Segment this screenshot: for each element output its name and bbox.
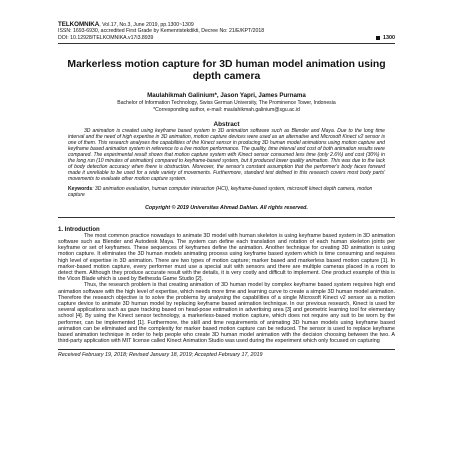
journal-name: TELKOMNIKA [58,21,100,28]
keywords-line [68,187,385,199]
header-rule [58,43,395,44]
abstract-heading: Abstract [213,121,240,129]
issn-line: ISSN: 1693-6930, accredited First Grade by Kemenristekdikti, Decree No: 21/E/KPT/2018 [58,28,265,35]
journal-header [58,22,395,41]
copyright-notice: Copyright © 2019 Universitas Ahmad Dahlan. All rights reserved. [145,204,308,211]
paper-title: Markerless motion capture for 3D human model animation using depth camera [67,58,386,83]
abstract-block [68,129,385,210]
corresponding-author: *Corresponding author, e-mail: maulahikmah.galinium@sgu.ac.id [153,107,300,114]
abstract-rule [58,217,395,218]
received-dates: Received February 19, 2018; Revised January 18, 2019; Accepted February 17, 2019 [58,352,263,359]
page-number-group [376,35,395,41]
abstract-text: 3D animation is created using keyframe based system in 3D animation software such as Blender and Maya. Due to the long time interval and the need of high expertise in 3D animation, motion capture devices were used as an alternative and Microsoft Kinect v2 sensor is one of them. This research analyses the capabilities of the Kinect sensor in producing 3D human model animations using motion capture and keyframe based animation system in reference to a live motion performance. The quality, time interval and cost of both animation results were compared. The experimental result shows that motion capture system with Kinect sensor consumed less time (only 2.6%) and cost (30%) in the long run (10 minutes of animation) compared to keyframe-based system, but it produced lower quality animation. This was due to the lack of body detection accuracy when there is obstruction. Moreover, the sensor's constant assumption that the performer's body faces forward made it unreliable to be used for a wide variety of movements. Furthermore, standard test defined in this research covers most body parts' movements to evaluate other motion capture system. [68,128,385,182]
body-paragraph: Thus, the research problem is that creating animation of 3D human model by complex keyframe based system requires high end animation software with the high level of expertise, which needs more time and learning curve to create a simple 3D human model animation. Therefore the research objective is to solve the problems by analysing the capabilities of a single Microsoft Kinect v2 sensor as a motion capture device to animate 3D human model by replacing keyframe based animation technique. In our previous research, Kinect is used for several applications such as gaze tracking based on head-pose estimation in advertising area [3] and geometric learning tool for elementary school [4]. By using the Kinect sensor technology, a markerless-based motion capture, which does not require any suit to be worn by the performer, can be implemented [1]. Furthermore, the skill and time requirements of animating 3D human models using keyframe based animation can be eliminated and the complexity for marker based motion capture can be reduced. The sensor is used to replace keyframe based animation technique in order to help people who create 3D human model animation with the decision choosing between the two. A third-party application with MIT license called Kinect Animation Studio was used during the experiment which only focused on capturing [58,282,395,345]
paper-page [58,22,395,358]
section-heading: 1. Introduction [58,226,100,233]
keywords-text: : 3D animation evaluation, human computer interaction (HCI), keyframe-based system, microsoft kinect depth camera, motion capture [68,185,373,198]
volume-info: , Vol.17, No.3, June 2019, pp.1300~1309 [99,22,194,28]
doi-line: DOI: 10.12928/TELKOMNIKA.v17i3.8939 [58,34,154,41]
footer-rule [58,349,395,350]
page-number: 1300 [383,34,395,41]
author-list: Maulahikmah Galinium*, Jason Yapri, James Purnama [147,91,306,99]
doi-row [58,35,395,41]
square-bullet-icon [376,36,380,40]
affiliation: Bachelor of Information Technology, Swiss German University, The Prominence Tower, Indonesia [117,99,336,106]
body-paragraph: The most common practice nowadays to animate 3D model with human skeleton is using keyframe based system in 3D animation software such as Blender and Autodesk Maya. The system can define each translation and rotation of each human skeleton joints per keyframe or set of keyframes. These sequences of keyframes define the animation. Another technique for creating 3D animation is using motion capture. It eliminates the 3D human models animating process using keyframe based system which is time consuming and requires high level of expertise in 3D animation. There are two types of motion capture; marker based and markerless based motion capture [1]. In marker-based motion capture, every performer must use a special suit with sensors and there are multiple cameras placed in a room to detect them. Although they produce accurate result with the details, it is very costly and difficult to implement. One product example of this is the Vicon Blade which is used by Bethesda Game Studio [2]. [58,232,395,283]
keywords-label: Keywords [68,185,93,192]
